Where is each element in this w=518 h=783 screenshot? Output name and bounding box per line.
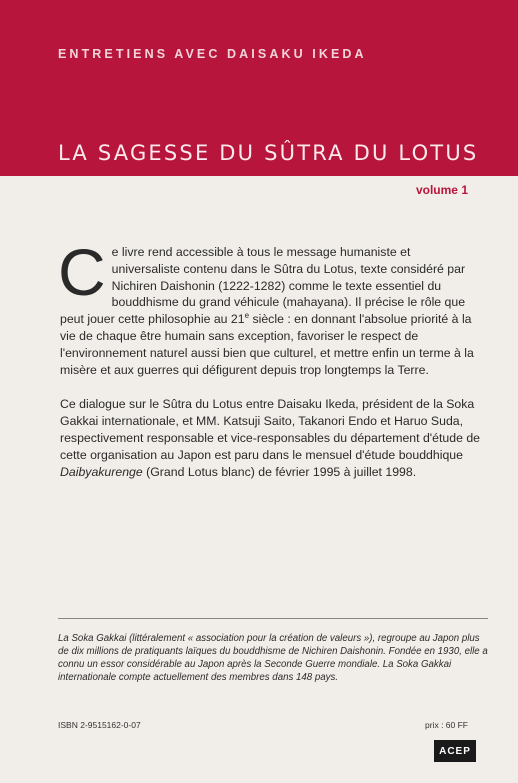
blurb-text-2b: (Grand Lotus blanc) de février 1995 à juillet 1998. [142,464,417,479]
blurb-text-2a: Ce dialogue sur le Sûtra du Lotus entre Daisaku Ikeda, président de la Soka Gakkai internationale, et MM. Katsuji Saito, Takanori Endo et Haruo Suda, respectivement responsable et vice-responsables du département d'étude de cette organisation au Japon est paru dans le mensuel d'étude bouddhique [60,397,481,462]
header-band [0,0,518,176]
volume-label: volume 1 [415,183,468,197]
publisher-logo: ACEP [434,740,476,762]
book-title: LA SAGESSE DU SÛTRA DU LOTUS [58,141,479,165]
blurb-text-1b: siècle : en donnant l'absolue priorité à la vie de chaque être humain sans exception, favoriser le respect de l'environnement naturel aussi bien que culturel, et mettre enfin un terme à la misère et aux guerres qui défigurent depuis trop longtemps la Terre. [60,312,474,377]
magazine-title: Daibyakurenge [60,464,143,479]
drop-cap: C [58,235,106,309]
blurb [58,235,481,480]
series-title: ENTRETIENS AVEC DAISAKU IKEDA [58,47,367,61]
blurb-text-1a: e livre rend accessible à tous le message humaniste et universaliste contenu dans le Sûtra du Lotus, texte considéré par Nichiren Daishonin (1222-1282) comme le texte essentiel du bouddhisme du grand véhicule (mahayana). Il précise le rôle que peut jouer cette philosophie au 21 [60,245,466,327]
blurb-paragraph-1 [58,235,480,378]
isbn: ISBN 2-9515162-0-07 [58,720,141,730]
soka-gakkai-note [58,632,488,684]
divider [58,618,488,619]
century-superscript: e [244,311,250,321]
blurb-paragraph-2 [60,396,480,480]
note-text: La Soka Gakkai (littéralement « association pour la création de valeurs »), regroupe au Japon plus de dix millions de pratiquants laïques du bouddhisme de Nichiren Daishonin. Fondée en 1930, elle a connu un essor considérable au Japon après la Seconde Guerre mondiale. La Soka Gakkai internationale compte actuellement des membres dans 148 pays. [58,633,488,683]
price: prix : 60 FF [425,720,468,730]
